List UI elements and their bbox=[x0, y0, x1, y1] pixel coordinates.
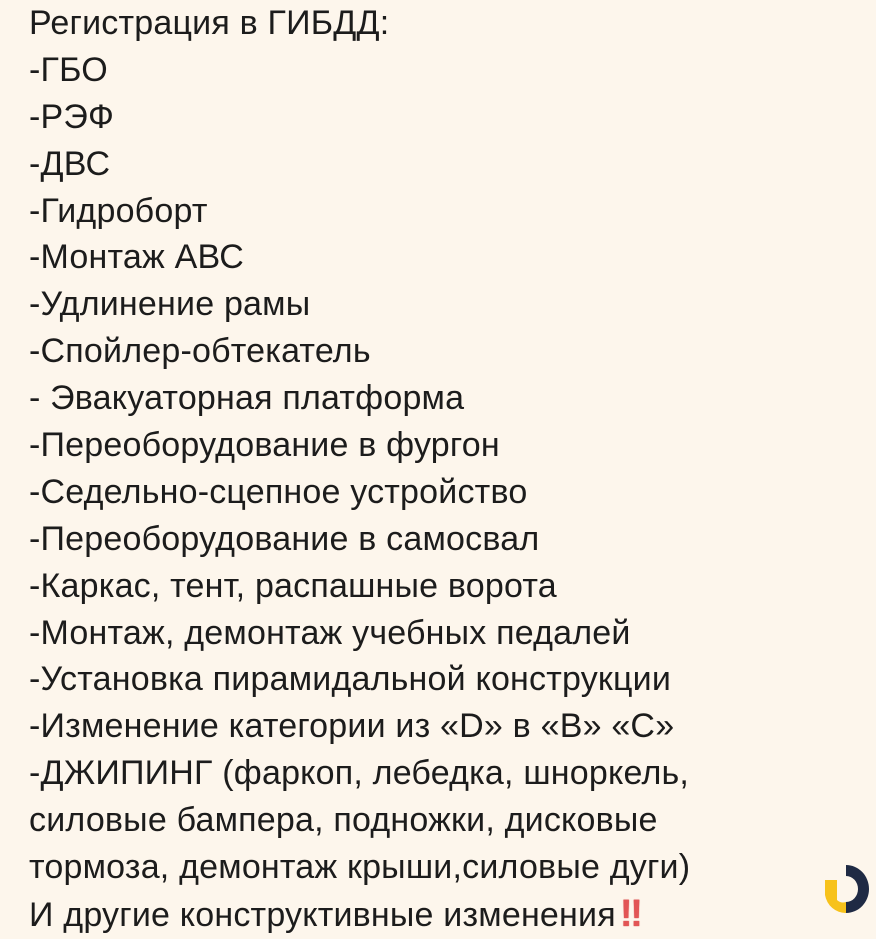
double-exclamation-icon: ‼ bbox=[619, 892, 637, 935]
doc-line: -ДВС bbox=[29, 144, 111, 183]
doc-line: -Переоборудование в самосвал bbox=[29, 519, 540, 558]
brand-logo-svg bbox=[822, 862, 870, 916]
doc-line: -Удлинение рамы bbox=[29, 285, 311, 324]
doc-line: -Седельно-сцепное устройство bbox=[29, 472, 528, 511]
doc-line: силовые бампера, подножки, дисковые bbox=[29, 801, 658, 840]
doc-line: -Спойлер-обтекатель bbox=[29, 332, 371, 371]
doc-line: -Монтаж АВС bbox=[29, 238, 244, 277]
doc-line: -Каркас, тент, распашные ворота bbox=[29, 566, 557, 605]
doc-line-last-text: И другие конструктивные изменения bbox=[29, 895, 616, 934]
doc-line: -ГБО bbox=[29, 50, 108, 89]
doc-line: -Гидроборт bbox=[29, 191, 208, 230]
doc-line: -Переоборудование в фургон bbox=[29, 426, 500, 465]
doc-line-title: Регистрация в ГИБДД: bbox=[29, 4, 390, 42]
doc-line: тормоза, демонтаж крыши,силовые дуги) bbox=[29, 848, 691, 887]
doc-line: -ДЖИПИНГ (фаркоп, лебедка, шноркель, bbox=[29, 754, 690, 793]
doc-line: -Изменение категории из «D» в «В» «С» bbox=[29, 707, 675, 746]
doc-line: -РЭФ bbox=[29, 97, 115, 136]
document-text bbox=[29, 0, 859, 938]
brand-logo-icon bbox=[822, 862, 870, 916]
doc-line-last bbox=[29, 891, 859, 938]
doc-line: - Эвакуаторная платформа bbox=[29, 379, 465, 418]
doc-line: -Установка пирамидальной конструкции bbox=[29, 660, 672, 699]
doc-line: -Монтаж, демонтаж учебных педалей bbox=[29, 613, 631, 652]
